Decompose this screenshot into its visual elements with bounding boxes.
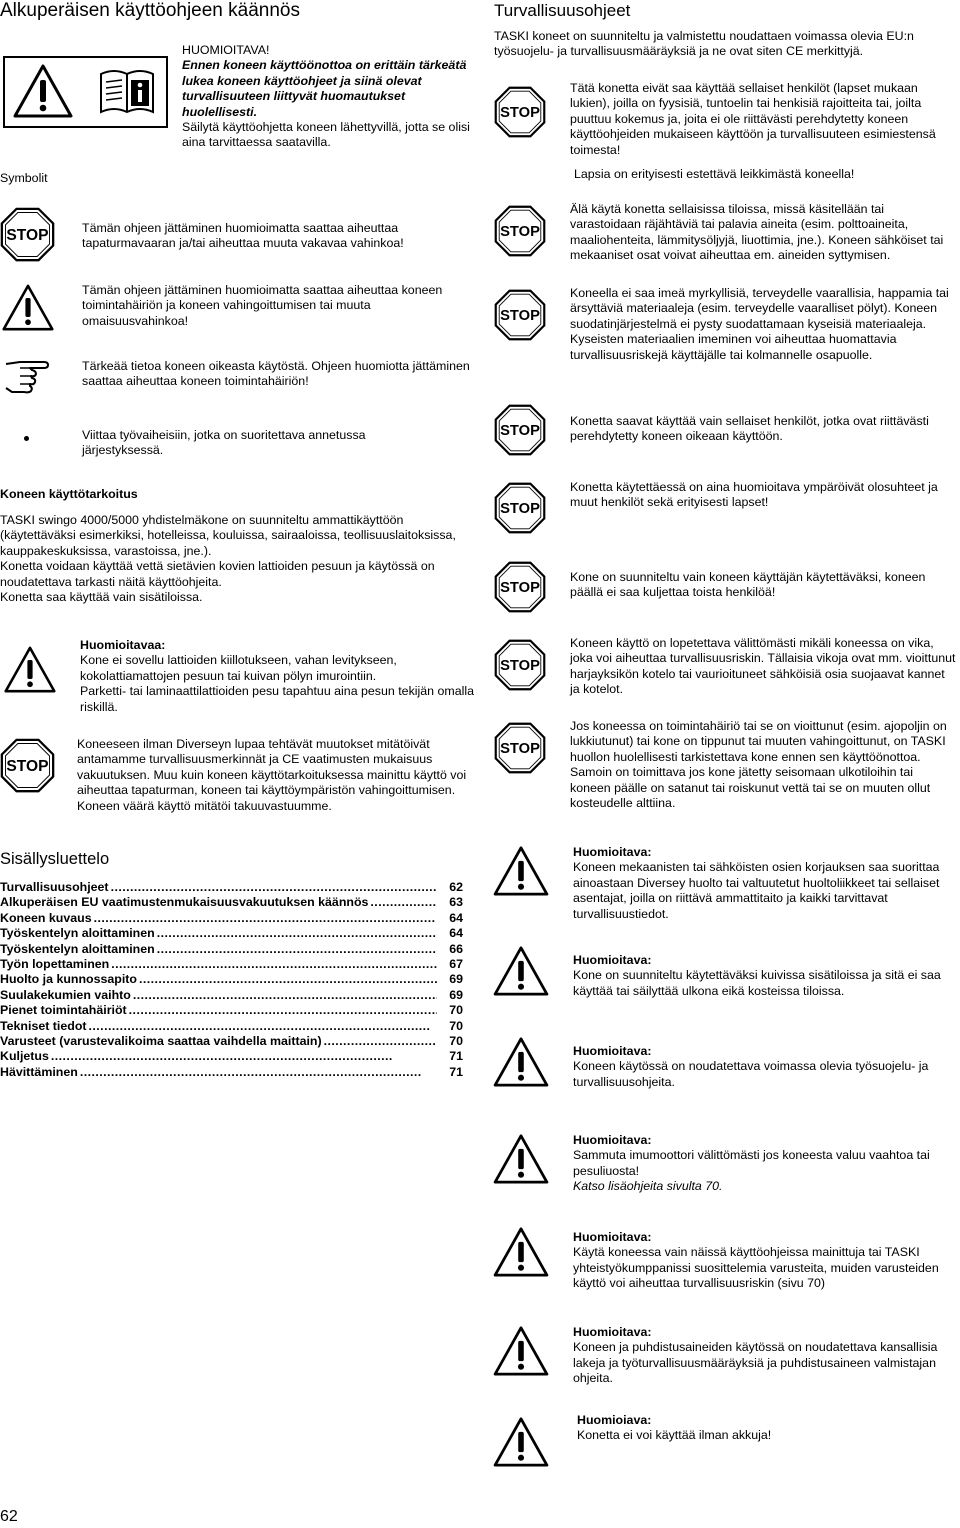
toc-page: 66 [449,941,463,956]
warning-icon [493,946,549,996]
toc-row[interactable] [0,926,463,941]
toc-row[interactable] [0,895,463,910]
warning-heading: Huomioitava: [573,1133,652,1147]
warning-icon [493,1134,549,1184]
symbol-hand-text: Tärkeää tietoa koneen oikeasta käytöstä. Ohjeen huomiotta jättäminen saattaa aiheuttaa koneen toimintahäiriön! [82,359,470,389]
warning-text: Konetta ei voi käyttää ilman akkuja! [577,1428,772,1443]
stop-icon [494,482,546,534]
toc-page: 69 [449,987,463,1002]
safety-item-damage: Jos koneessa on toimintahäiriö tai se on vioittunut (esim. ajopoljin on lukkiutunut) tai kone on tippunut tai muuten vahingoittunut, on TASKI huollon huolellisesti tarkistettava kone ennen sen käyttöönottoa. Samoin on toimittava jos kone jätetty seisomaan ulkotiloihin tai koneen päälle on satanut tai roiskunut vettä tai se on muuten ollut kosteudelle alttiina. [570,719,947,811]
safety-item-explosives: Älä käytä konetta sellaisissa tiloissa, missä käsitellään tai varastoidaan räjähtäviä tai palavia aineita (esim. polttoaineita, maaliohenteita, lämmitysöljyjä, liuottimia, jne.). Koneen sähköiset tai mekaaniset osat voivat aiheuttaa em. aineiden syttymisen. [570,202,944,263]
toc-leader [94,911,437,926]
purpose-paragraph: Konetta saa käyttää vain sisätiloissa. [0,590,203,605]
pointing-hand-icon [4,354,50,394]
safety-item-passengers: Kone on suunniteltu vain koneen käyttäjän käytettäväksi, koneen päällä ei saa kuljettaa toista henkilöä! [570,570,926,600]
toc-title: Huolto ja kunnossapito [0,972,137,987]
warning-icon [493,1037,549,1087]
note-floor-types [80,638,475,715]
safety-item-toxic: Koneella ei saa imeä myrkyllisiä, terveydelle vaarallisia, happamia tai ärsyttäviä materiaaleja (esim. terveydelle vaaralliset pölyt). Koneen suodatinjärjestelmä ei pysty suodattamaan kyseisiä materiaaleja. Kyseisten materiaalien imeminen voi aiheuttaa huomattavia turvallisuusriskejä käyttäjälle tai kolmannelle osapuolle. [570,286,949,362]
safety-title: Turvallisuusohjeet [494,1,631,20]
table-of-contents [0,880,463,1080]
safety-item-trained: Konetta saavat käyttää vain sellaiset henkilöt, jotka ovat riittävästi perehdytetty koneen oikeaan käyttöön. [570,414,929,444]
toc-page: 64 [449,926,463,941]
warning-icon [4,646,56,693]
toc-title: Hävittäminen [0,1064,78,1079]
toc-page: 69 [449,972,463,987]
safety-text: Tätä konetta eivät saa käyttää sellaiset henkilöt (lapset mukaan lukien), joilla on fyysisiä, tuntoelin tai henkisiä rajoitteita tai, joilta puuttuu kokemus ja, joita ei ole riittävästi perehdytetty koneen käyttöohjeiden mukaiseen käyttöön ja turvallisuuteen esimiestensä toimesta! [570,81,936,157]
bullet-icon [24,436,29,441]
warning-icon [493,1227,549,1277]
toc-row[interactable] [0,911,463,926]
warning-icon [13,62,73,120]
intro-italic-text: Ennen koneen käyttöönottoa on erittäin tärkeätä lukea koneen käyttöohjeet ja siinä olevat turvallisuuteen liittyvät huomautukset huolellisesti. [182,58,467,119]
toc-title: Tekniset tiedot [0,1018,87,1033]
read-manual-icon [97,66,157,116]
toc-row[interactable] [0,1065,463,1080]
purpose-heading: Koneen käyttötarkoitus [0,487,138,501]
warning-heading: Huomioiava: [577,1413,652,1427]
toc-page: 62 [449,880,463,894]
page-title: Alkuperäisen käyttöohjeen käännös [0,0,300,21]
warning-text: Kone on suunniteltu käytettäväksi kuivissa sisätiloissa ja sitä ei saa käyttää tai säilyttää ulkona eikä kosteissa tiloissa. [573,968,941,998]
stop-icon [494,86,546,138]
safety-item-faults: Koneen käyttö on lopetettava välittömästi mikäli koneessa on vika, joka voi aiheuttaa turvallisuusriskin. Tällaisia vikoja ovat mm. vioittunut harjayksikön kotelo tai vaurioituneet sähköisiä osia suojaavat kannet ja kotelot. [570,636,956,697]
warning-text: Koneen mekaanisten tai sähköisten osien korjauksen saa suorittaa ainoastaan Diversey huolto tai valtuutetut huoltoliikkeet tai sellaiset asentajat, joilla on riittävä ammattitaito ja kaikki tarvittavat turvallisuustiedot. [573,860,940,921]
warning-icon [493,846,549,896]
toc-page: 63 [449,895,463,910]
toc-leader [111,880,437,895]
toc-page: 70 [449,1033,463,1048]
safety-item-surroundings: Konetta käytettäessä on aina huomioitava ympäröivät olosuhteet ja muut henkilöt sekä erityisesti lapset! [570,480,938,510]
warning-icon [2,284,54,331]
warning-reference: Katso lisäohjeita sivulta 70. [573,1179,723,1194]
toc-title: Työskentelyn aloittaminen [0,926,155,941]
toc-page: 71 [449,1064,463,1079]
toc-leader [51,1049,437,1064]
purpose-section [0,513,478,605]
toc-row[interactable] [0,1003,463,1018]
toc-row[interactable] [0,1049,463,1064]
stop-icon [0,738,55,793]
note-modifications: Koneeseen ilman Diverseyn lupaa tehtävät muutokset mitätöivät antamamme turvallisuusmerkinnät ja CE vaatimusten mukaisuus vakuutuksen. Muu kuin koneen käyttötarkoituksessa mainittu käyttö voi aiheuttaa tapaturman, koneen tai käyttöympäristön vahingoittumisen. Koneen väärä käyttö mitätöi takuuvastuumme. [77,737,467,813]
intro-normal-text: Säilytä käyttöohjetta koneen lähettyvillä, jotta se olisi aina tarvittaessa saatavilla. [182,120,470,150]
stop-icon [494,404,546,456]
toc-page: 71 [449,1049,463,1064]
warning-detergents [573,1325,959,1387]
warning-regulations [573,1044,959,1090]
toc-row[interactable] [0,880,463,895]
toc-title: Koneen kuvaus [0,910,92,925]
stop-icon [494,205,546,257]
page-number: 62 [0,1508,18,1525]
toc-row[interactable] [0,988,463,1003]
toc-title: Suulakekumien vaihto [0,987,131,1002]
stop-icon [494,289,546,341]
warning-repairs [573,845,959,922]
toc-leader [111,957,437,972]
warning-heading: Huomioitava: [573,953,652,967]
safety-item-persons [570,81,956,182]
manual-symbol-box [3,56,168,128]
toc-title: Työskentelyn aloittaminen [0,941,155,956]
toc-title: Turvallisuusohjeet [0,880,109,894]
symbols-label: Symbolit [0,171,48,185]
warning-text: Koneen käytössä on noudatettava voimassa olevia työsuojelu- ja turvallisuusohjeita. [573,1059,929,1089]
toc-title: Alkuperäisen EU vaatimustenmukaisuusvakuutuksen käännös [0,895,369,910]
warning-heading: Huomioitava: [573,1230,652,1244]
toc-title: Työn lopettaminen [0,956,110,971]
stop-icon [494,639,546,691]
stop-icon [494,561,546,613]
note-text: Parketti- tai laminaattilattioiden pesu tapahtuu aina pesun tekijän omalla riskillä. [80,684,474,714]
toc-row[interactable] [0,1034,463,1049]
intro-heading: HUOMIOITAVA! [182,43,270,57]
toc-leader [370,895,437,910]
toc-title: Pienet toimintahäiriöt [0,1003,127,1018]
safety-intro: TASKI koneet on suunniteltu ja valmistettu noudattaen voimassa olevia EU:n työsuojelu- ja turvallisuusmääräyksiä ja ne ovat siten CE merkittyjä. [494,29,914,59]
toc-title: Kuljetus [0,1049,49,1064]
symbol-bullet-text: Viittaa työvaiheisiin, jotka on suoritettava annetussa järjestyksessä. [82,428,366,458]
toc-leader [89,1019,437,1034]
warning-batteries [577,1413,959,1444]
toc-title: Varusteet (varustevalikoima saattaa vaihdella maittain) [0,1033,322,1048]
toc-leader [139,972,437,987]
safety-text: Lapsia on erityisesti estettävä leikkimästä koneella! [574,167,855,182]
toc-page: 64 [449,910,463,925]
toc-row[interactable] [0,957,463,972]
stop-icon [0,207,55,262]
intro-notice [182,43,482,151]
toc-page: 70 [449,1018,463,1033]
toc-row[interactable] [0,972,463,987]
warning-heading: Huomioitava: [573,845,652,859]
warning-icon [493,1417,549,1467]
toc-page: 67 [449,956,463,971]
warning-text: Koneen ja puhdistusaineiden käytössä on noudatettava kansallisia lakeja ja työturvallisuusmääräyksiä ja puhdistusaineen valmistajan ohjeita. [573,1340,938,1386]
toc-leader [157,942,437,957]
note-text: Kone ei sovellu lattioiden kiillotukseen, vahan levitykseen, kokolattiamattojen pesuun tai kuivan pölyn imurointiin. [80,653,397,683]
toc-leader [157,926,437,941]
warning-icon [493,1326,549,1376]
toc-row[interactable] [0,1019,463,1034]
toc-leader [324,1034,437,1049]
warning-heading: Huomioitava: [573,1044,652,1058]
warning-heading: Huomioitava: [573,1325,652,1339]
warning-indoor [573,953,959,999]
toc-row[interactable] [0,942,463,957]
warning-foam [573,1133,959,1195]
toc-heading: Sisällysluettelo [0,850,110,868]
symbol-stop-text: Tämän ohjeen jättäminen huomioimatta saattaa aiheuttaa tapaturmavaaran ja/tai aiheuttaa muuta vakavaa vahinkoa! [82,221,404,251]
warning-text: Käytä koneessa vain näissä käyttöohjeissa mainittuja tai TASKI yhteistyökumppanissi suosittelemia varusteita, muiden varusteiden käyttö voi aiheuttaa turvallisuusriskin (sivu 70) [573,1245,939,1291]
purpose-paragraph: Konetta voidaan käyttää vettä sietävien kovien lattioiden pesuun ja käytössä on noudatettava tarkasti näitä käyttöohjeita. [0,559,435,589]
toc-page: 70 [449,1003,463,1018]
stop-icon [494,722,546,774]
warning-accessories [573,1230,959,1292]
warning-text: Sammuta imumoottori välittömästi jos koneesta valuu vaahtoa tai pesuliuosta! [573,1148,930,1178]
toc-leader [80,1065,437,1080]
toc-leader [133,988,437,1003]
toc-leader [129,1003,437,1018]
symbol-warning-text: Tämän ohjeen jättäminen huomioimatta saattaa aiheuttaa koneen toimintahäiriön ja koneen vahingoittumisen tai muuta omaisuusvahinkoa! [82,283,443,328]
note-heading: Huomioitavaa: [80,638,166,652]
purpose-paragraph: TASKI swingo 4000/5000 yhdistelmäkone on suunniteltu ammattikäyttöön (käytettäväksi esimerkiksi, hotelleissa, kouluissa, sairaaloissa, teollisuuslaitoksissa, kauppakeskuksissa, varastoissa, jne.). [0,513,456,558]
